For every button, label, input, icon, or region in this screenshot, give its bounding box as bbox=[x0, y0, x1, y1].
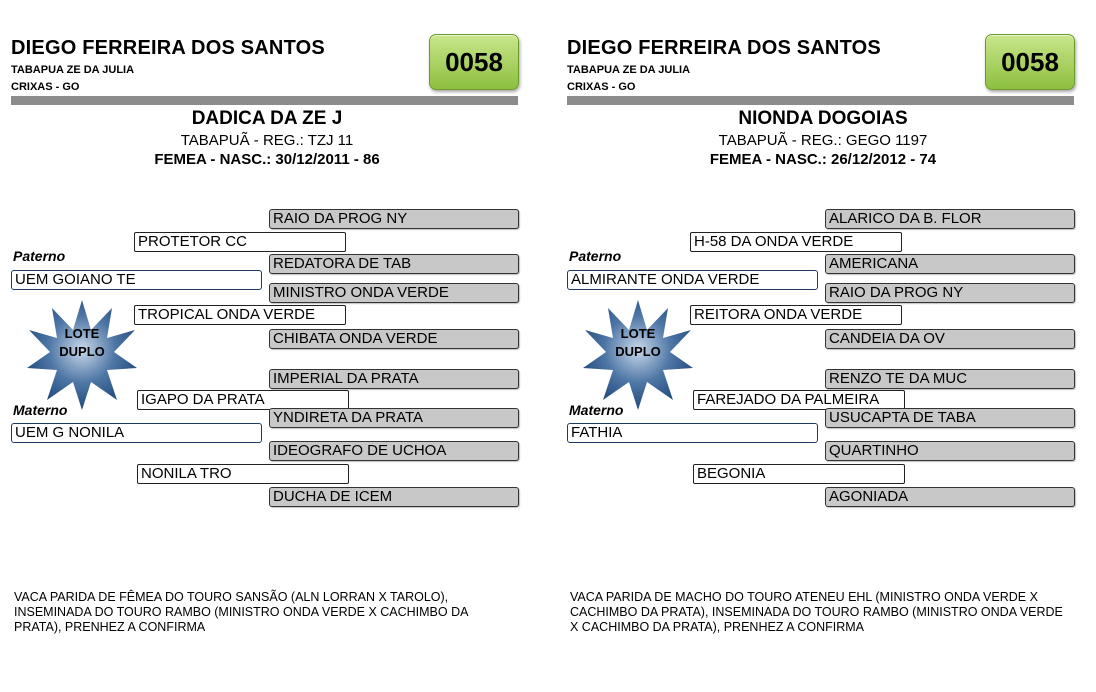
pedigree-ggp-7: IDEOGRAFO DE UCHOA bbox=[269, 441, 519, 461]
pedigree-ggp-4: CANDEIA DA OV bbox=[825, 329, 1075, 349]
pedigree-ggp-3: RAIO DA PROG NY bbox=[825, 283, 1075, 303]
star-text-line2: DUPLO bbox=[59, 344, 105, 359]
pedigree-ggp-7: QUARTINHO bbox=[825, 441, 1075, 461]
animal-notes: VACA PARIDA DE FÊMEA DO TOURO SANSÃO (ALN LORRAN X TAROLO), INSEMINADA DO TOURO RAMBO (MINISTRO ONDA VERDE X CACHIMBO DA PRATA), PRENHEZ A CONFIRMA bbox=[14, 590, 468, 634]
animal-sex-birth: FEMEA - NASC.: 26/12/2012 - 74 bbox=[709, 151, 937, 168]
paternal-label: Paterno bbox=[13, 248, 66, 264]
owner-name: DIEGO FERREIRA DOS SANTOS bbox=[11, 37, 325, 59]
pedigree-dam: UEM G NONILA bbox=[11, 423, 262, 443]
pedigree-ggp-6: YNDIRETA DA PRATA bbox=[269, 408, 519, 428]
catalog-card-1 bbox=[11, 0, 531, 692]
pedigree-sire-sire: PROTETOR CC bbox=[134, 232, 346, 252]
animal-name: DADICA DA ZE J bbox=[191, 108, 343, 129]
animal-name: NIONDA DOGOIAS bbox=[738, 108, 908, 129]
pedigree-dam-dam: BEGONIA bbox=[693, 464, 905, 484]
header-divider bbox=[11, 96, 518, 105]
pedigree-ggp-4: CHIBATA ONDA VERDE bbox=[269, 329, 519, 349]
header-divider bbox=[567, 96, 1074, 105]
animal-registration: TABAPUÃ - REG.: GEGO 1197 bbox=[718, 132, 928, 149]
pedigree-ggp-5: IMPERIAL DA PRATA bbox=[269, 369, 519, 389]
maternal-label: Materno bbox=[13, 402, 68, 418]
pedigree-ggp-8: AGONIADA bbox=[825, 487, 1075, 507]
star-text-line1: LOTE bbox=[64, 326, 100, 341]
pedigree-sire: ALMIRANTE ONDA VERDE bbox=[567, 270, 818, 290]
farm-name: TABAPUA ZE DA JULIA bbox=[11, 64, 135, 76]
city-name: CRIXAS - GO bbox=[567, 81, 636, 93]
pedigree-dam-sire: IGAPO DA PRATA bbox=[137, 390, 349, 410]
pedigree-dam-dam: NONILA TRO bbox=[137, 464, 349, 484]
pedigree-sire-dam: REITORA ONDA VERDE bbox=[690, 305, 902, 325]
lot-number-badge: 0058 bbox=[429, 34, 519, 90]
city-name: CRIXAS - GO bbox=[11, 81, 80, 93]
star-text-line1: LOTE bbox=[620, 326, 656, 341]
farm-name: TABAPUA ZE DA JULIA bbox=[567, 64, 691, 76]
lote-duplo-star-icon bbox=[583, 300, 693, 410]
pedigree-ggp-2: AMERICANA bbox=[825, 254, 1075, 274]
pedigree-dam-sire: FAREJADO DA PALMEIRA bbox=[693, 390, 905, 410]
pedigree-ggp-5: RENZO TE DA MUC bbox=[825, 369, 1075, 389]
pedigree-ggp-1: ALARICO DA B. FLOR bbox=[825, 209, 1075, 229]
pedigree-sire-dam: TROPICAL ONDA VERDE bbox=[134, 305, 346, 325]
pedigree-ggp-2: REDATORA DE TAB bbox=[269, 254, 519, 274]
star-text-line2: DUPLO bbox=[615, 344, 661, 359]
catalog-card-2 bbox=[567, 0, 1087, 692]
pedigree-ggp-1: RAIO DA PROG NY bbox=[269, 209, 519, 229]
owner-name: DIEGO FERREIRA DOS SANTOS bbox=[567, 37, 881, 59]
paternal-label: Paterno bbox=[569, 248, 622, 264]
lot-number-badge: 0058 bbox=[985, 34, 1075, 90]
pedigree-dam: FATHIA bbox=[567, 423, 818, 443]
animal-sex-birth: FEMEA - NASC.: 30/12/2011 - 86 bbox=[154, 151, 380, 168]
animal-notes: VACA PARIDA DE MACHO DO TOURO ATENEU EHL (MINISTRO ONDA VERDE X CACHIMBO DA PRATA), INSEMINADA DO TOURO RAMBO (MINISTRO ONDA VERDE X CACHIMBO DA PRATA), PRENHEZ A CONFIRMA bbox=[570, 590, 1063, 634]
pedigree-sire-sire: H-58 DA ONDA VERDE bbox=[690, 232, 902, 252]
pedigree-ggp-6: USUCAPTA DE TABA bbox=[825, 408, 1075, 428]
maternal-label: Materno bbox=[569, 402, 624, 418]
animal-registration: TABAPUÃ - REG.: TZJ 11 bbox=[180, 132, 354, 149]
lote-duplo-star-icon bbox=[27, 300, 137, 410]
pedigree-sire: UEM GOIANO TE bbox=[11, 270, 262, 290]
pedigree-ggp-3: MINISTRO ONDA VERDE bbox=[269, 283, 519, 303]
pedigree-ggp-8: DUCHA DE ICEM bbox=[269, 487, 519, 507]
